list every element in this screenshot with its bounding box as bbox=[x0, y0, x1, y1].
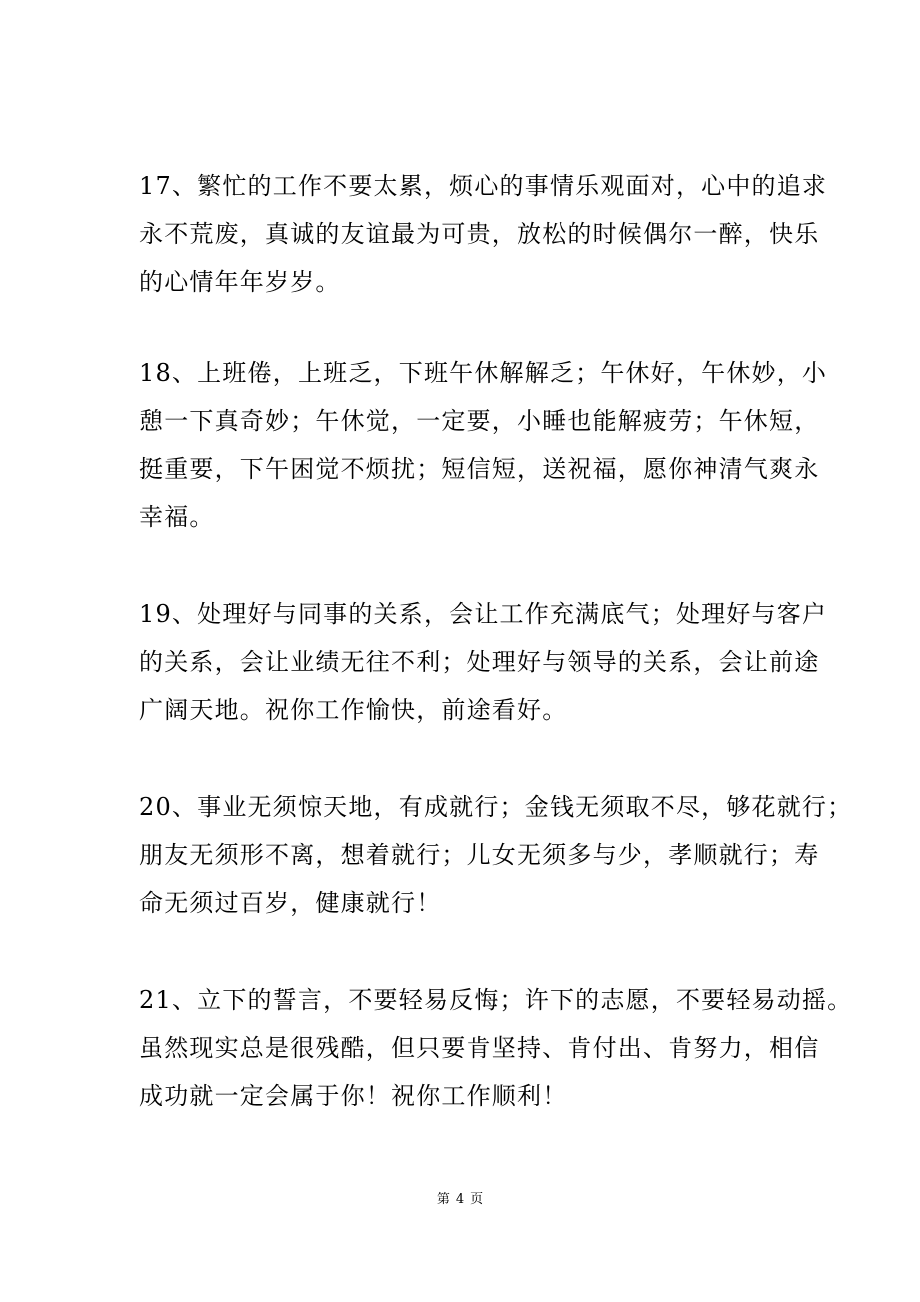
paragraph-line: 朋友无须形不离，想着就行；儿女无须多与少，孝顺就行；寿 bbox=[139, 841, 820, 869]
page-number-prefix: 第 bbox=[436, 1192, 450, 1207]
paragraph-19 bbox=[139, 590, 828, 734]
paragraph-line: 命无须过百岁，健康就行！ bbox=[139, 889, 442, 917]
page-number-suffix: 页 bbox=[470, 1192, 484, 1207]
paragraph-line: 17、繁忙的工作不要太累，烦心的事情乐观面对，心中的追求 bbox=[139, 172, 828, 200]
paragraph-20 bbox=[139, 783, 853, 927]
paragraph-line: 20、事业无须惊天地，有成就行；金钱无须取不尽，够花就行； bbox=[139, 793, 853, 821]
paragraph-line: 广阔天地。祝你工作愉快，前途看好。 bbox=[139, 696, 568, 724]
paragraph-line: 成功就一定会属于你！祝你工作顺利！ bbox=[139, 1082, 568, 1110]
paragraph-line: 挺重要，下午困觉不烦扰；短信短，送祝福，愿你神清气爽永 bbox=[139, 455, 820, 483]
paragraph-line: 虽然现实总是很残酷，但只要肯坚持、肯付出、肯努力，相信 bbox=[139, 1034, 820, 1062]
paragraph-line: 19、处理好与同事的关系，会让工作充满底气；处理好与客户 bbox=[139, 600, 828, 628]
paragraph-21 bbox=[139, 976, 853, 1120]
paragraph-17 bbox=[139, 162, 828, 306]
paragraph-18 bbox=[139, 349, 828, 541]
paragraph-line: 18、上班倦，上班乏，下班午休解解乏；午休好，午休妙，小 bbox=[139, 359, 828, 387]
paragraph-line: 憩一下真奇妙；午休觉，一定要，小睡也能解疲劳；午休短， bbox=[139, 407, 820, 435]
page-footer bbox=[0, 1190, 920, 1210]
page-number: 4 bbox=[455, 1192, 465, 1207]
paragraph-line: 幸福。 bbox=[139, 503, 215, 531]
paragraph-line: 21、立下的誓言，不要轻易反悔；许下的志愿，不要轻易动摇。 bbox=[139, 986, 853, 1014]
paragraph-line: 永不荒废，真诚的友谊最为可贵，放松的时候偶尔一醉，快乐 bbox=[139, 220, 820, 248]
paragraph-line: 的心情年年岁岁。 bbox=[139, 268, 341, 296]
paragraph-line: 的关系，会让业绩无往不利；处理好与领导的关系，会让前途 bbox=[139, 648, 820, 676]
